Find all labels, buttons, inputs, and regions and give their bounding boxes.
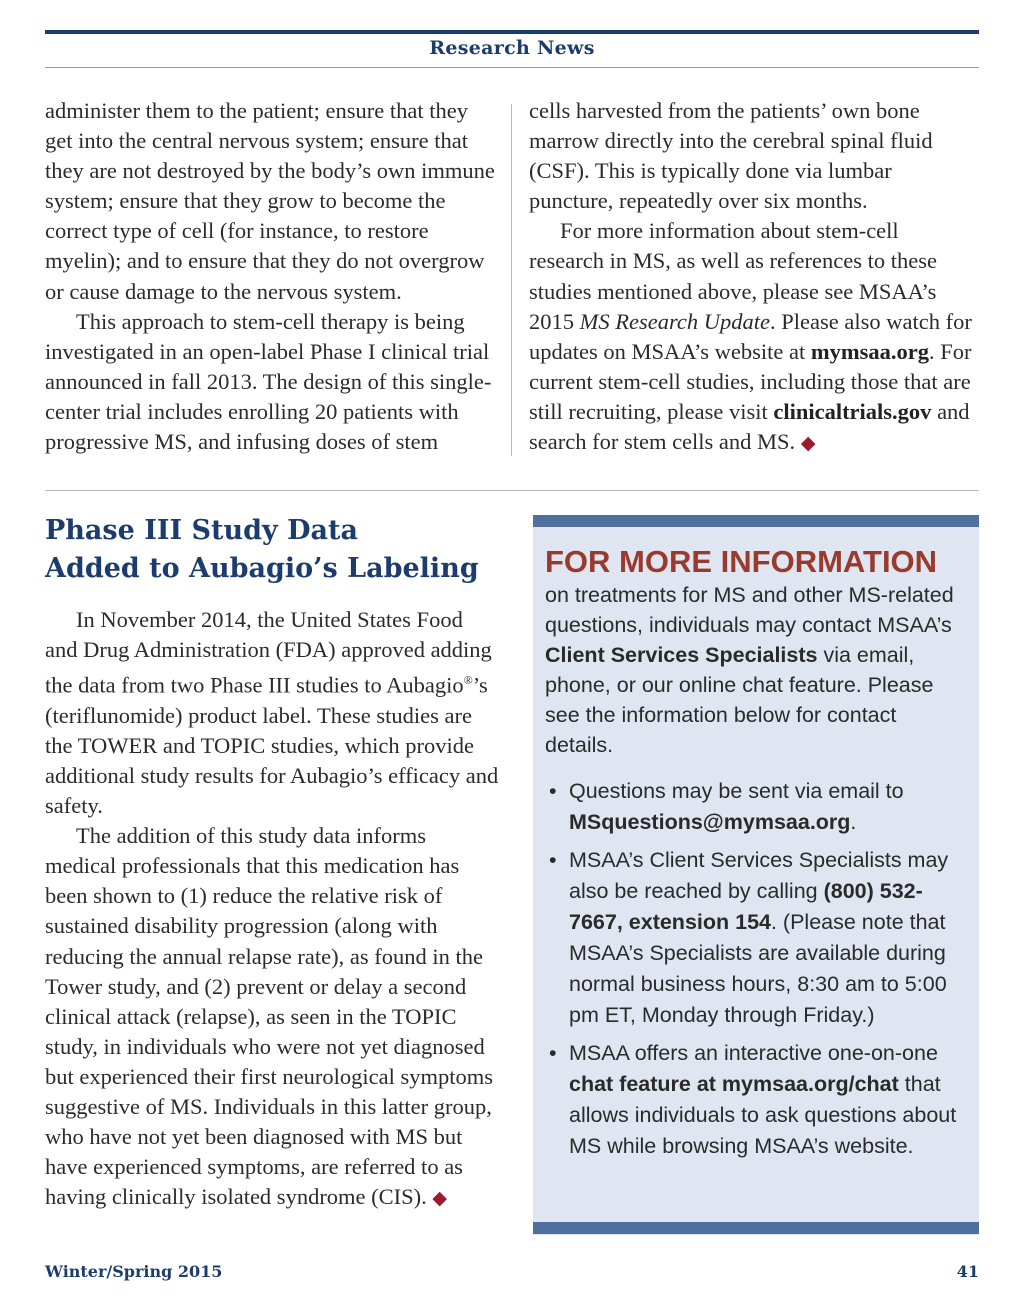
info-box-top-bar	[533, 515, 979, 527]
contact-list	[549, 776, 969, 1169]
info-box-title: FOR MORE INFORMATION	[545, 544, 938, 579]
list-item	[549, 1038, 969, 1162]
text-run: For more information about stem-cell research in MS, as well as references to these studies mentioned above, please see MSAA’s 2015	[529, 218, 937, 334]
column-divider	[511, 104, 512, 456]
text-run: The addition of this study data informs medical professionals that this medication has been shown to (1) reduce the relative risk of sustained disability progression (along with reducing the annual relapse rate), as found in the Tower study, and (2) prevent or delay a second clinical attack (relapse), as seen in the TOPIC study, in individuals who were not yet diagnosed but experienced their first neurological symptoms suggestive of MS. Individuals in this latter group, who have not yet been diagnosed with MS but have experienced symptoms, are referred to as having clinically isolated syndrome (CIS).	[45, 823, 494, 1210]
paragraph	[45, 821, 500, 1214]
top-right-column	[529, 96, 979, 459]
end-diamond-icon: ◆	[800, 433, 816, 455]
paragraph: administer them to the patient; ensure that they get into the central nervous system; ensure that they are not destroyed by the body’s own immune system; ensure that they grow to become the correct type of cell (for instance, to restore myelin); and to ensure that they do not overgrow or cause damage to the nervous system.	[45, 98, 495, 304]
text-run: on treatments for MS and other MS-related questions, individuals may contact MSAA’s	[545, 583, 954, 638]
text-run: that allows individuals to ask questions about MS while browsing MSAA’s website.	[569, 1072, 957, 1158]
header-underline	[45, 67, 979, 68]
top-left-column	[45, 96, 500, 457]
text-run: . For current stem-cell studies, including those that are still recruiting, please visit	[529, 338, 972, 424]
running-title: Research News	[429, 37, 595, 59]
text-run: . (Please note that MSAA’s Specialists are available during normal business hours, 8:30 am to 5:00 pm ET, Monday through Friday.)	[569, 910, 947, 1027]
bullet-icon: •	[549, 1041, 557, 1065]
chat-link[interactable]: chat feature at mymsaa.org/chat	[569, 1072, 899, 1096]
text-run: Questions may be sent via email to	[569, 779, 904, 803]
article-body	[45, 605, 500, 1214]
text-run: and search for stem cells and MS.	[529, 398, 970, 455]
paragraph	[45, 605, 500, 821]
clinicaltrials-link[interactable]: clinicaltrials.gov	[773, 398, 932, 424]
article-heading	[45, 512, 505, 588]
heading-line: Added to Aubagio’s Labeling	[45, 553, 479, 584]
text-run: MSAA’s Client Services Specialists may also be reached by calling	[569, 848, 949, 903]
text-run: . Please also watch for updates on MSAA’s website at	[529, 308, 972, 364]
website-link[interactable]: mymsaa.org	[810, 338, 929, 364]
bullet-icon: •	[549, 848, 557, 872]
info-box-intro	[545, 580, 970, 761]
registered-mark: ®	[463, 673, 473, 688]
text-run: MSAA offers an interactive one-on-one	[569, 1041, 938, 1065]
list-item	[549, 845, 969, 1031]
text-run: ’s (teriflunomide) product label. These studies are the TOWER and TOPIC studies, which provide additional study results for Aubagio’s efficacy and safety.	[45, 672, 499, 819]
email-link[interactable]: MSquestions@mymsaa.org	[569, 810, 851, 834]
end-diamond-icon: ◆	[432, 1188, 448, 1210]
text-run: Client Services Specialists	[545, 643, 818, 668]
page-number: 41	[956, 1262, 979, 1281]
list-item	[549, 776, 969, 838]
heading-line: Phase III Study Data	[45, 515, 358, 546]
header-rule	[45, 30, 979, 34]
text-run: .	[850, 810, 857, 834]
text-run: In November 2014, the United States Food and Drug Administration (FDA) approved adding the data from two Phase III studies to Aubagio	[45, 607, 492, 698]
phone-number[interactable]: (800) 532-7667, extension 154	[569, 879, 923, 934]
bullet-icon: •	[549, 779, 557, 803]
text-run: via email, phone, or our online chat feature. Please see the information below for contact details.	[545, 643, 934, 758]
info-box-bottom-bar	[533, 1222, 979, 1234]
publication-title: MS Research Update	[579, 308, 770, 334]
paragraph: cells harvested from the patients’ own bone marrow directly into the cerebral spinal fluid (CSF). This is typically done via lumbar puncture, repeatedly over six months.	[529, 98, 933, 214]
paragraph	[529, 216, 979, 459]
paragraph: This approach to stem-cell therapy is being investigated in an open-label Phase I clinical trial announced in fall 2013. The design of this single-center trial includes enrolling 20 patients with progressive MS, and infusing doses of stem	[45, 308, 492, 455]
issue-label: Winter/Spring 2015	[45, 1262, 223, 1281]
section-divider	[45, 490, 979, 491]
